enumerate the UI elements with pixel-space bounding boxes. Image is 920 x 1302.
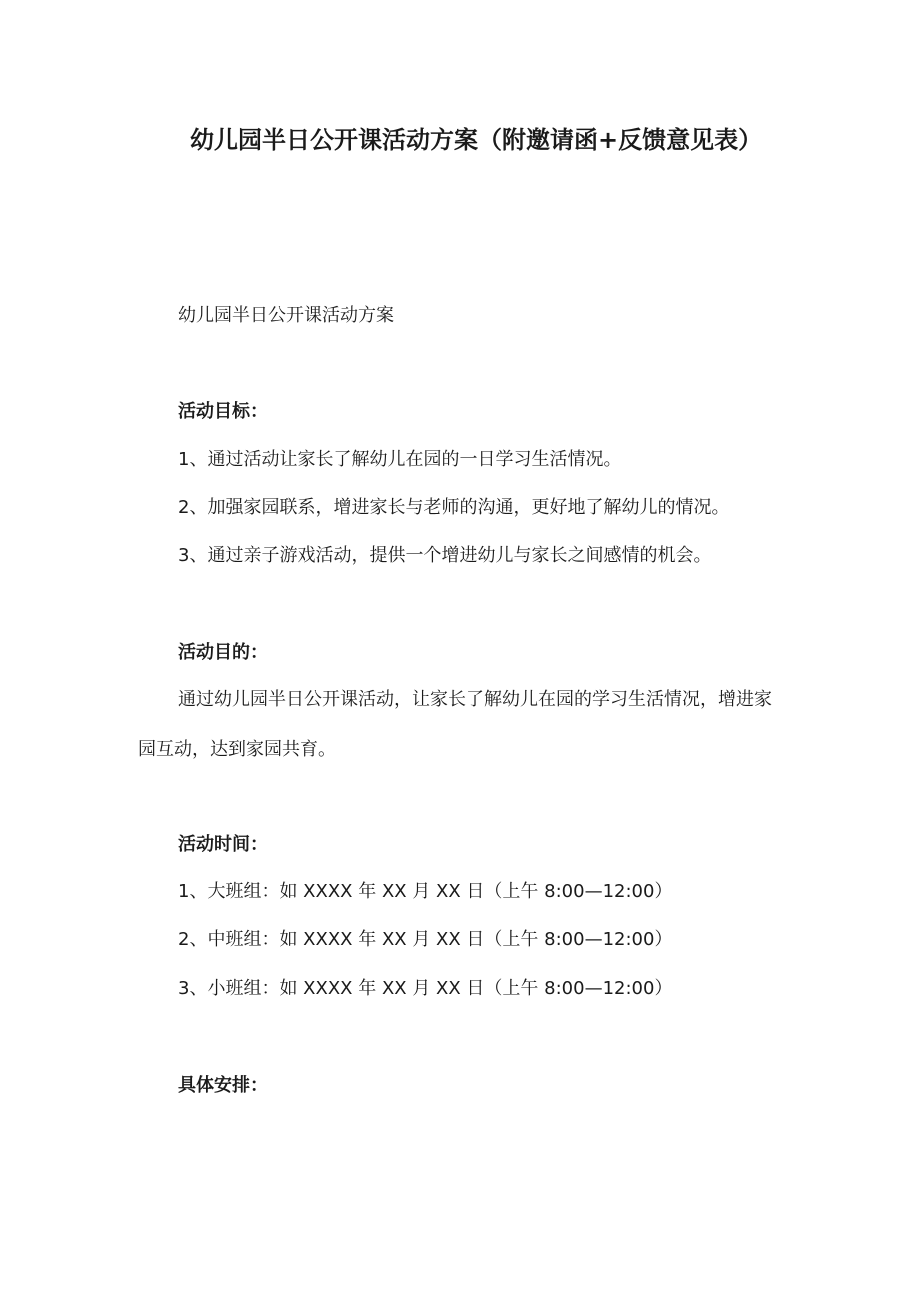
goal-item-3: 3、通过亲子游戏活动，提供一个增进幼儿与家长之间感情的机会。 [178, 545, 712, 566]
goal-item-1: 1、通过活动让家长了解幼儿在园的一日学习生活情况。 [178, 449, 622, 470]
plan-subtitle: 幼儿园半日公开课活动方案 [178, 305, 394, 326]
time-item-2: 2、中班组：如 XXXX 年 XX 月 XX 日（上午 8:00—12:00） [178, 929, 673, 950]
purpose-heading: 活动目的： [178, 642, 268, 663]
time-item-3: 3、小班组：如 XXXX 年 XX 月 XX 日（上午 8:00—12:00） [178, 978, 673, 999]
time-heading: 活动时间： [178, 834, 268, 855]
goals-heading: 活动目标： [178, 401, 268, 422]
document-title: 幼儿园半日公开课活动方案（附邀请函+反馈意见表） [190, 126, 763, 154]
arrangement-heading: 具体安排： [178, 1075, 268, 1096]
purpose-paragraph: 通过幼儿园半日公开课活动，让家长了解幼儿在园的学习生活情况，增进家园互动，达到家园共育。 [138, 689, 772, 760]
time-item-1: 1、大班组：如 XXXX 年 XX 月 XX 日（上午 8:00—12:00） [178, 881, 673, 902]
goal-item-2: 2、加强家园联系，增进家长与老师的沟通，更好地了解幼儿的情况。 [178, 497, 730, 518]
